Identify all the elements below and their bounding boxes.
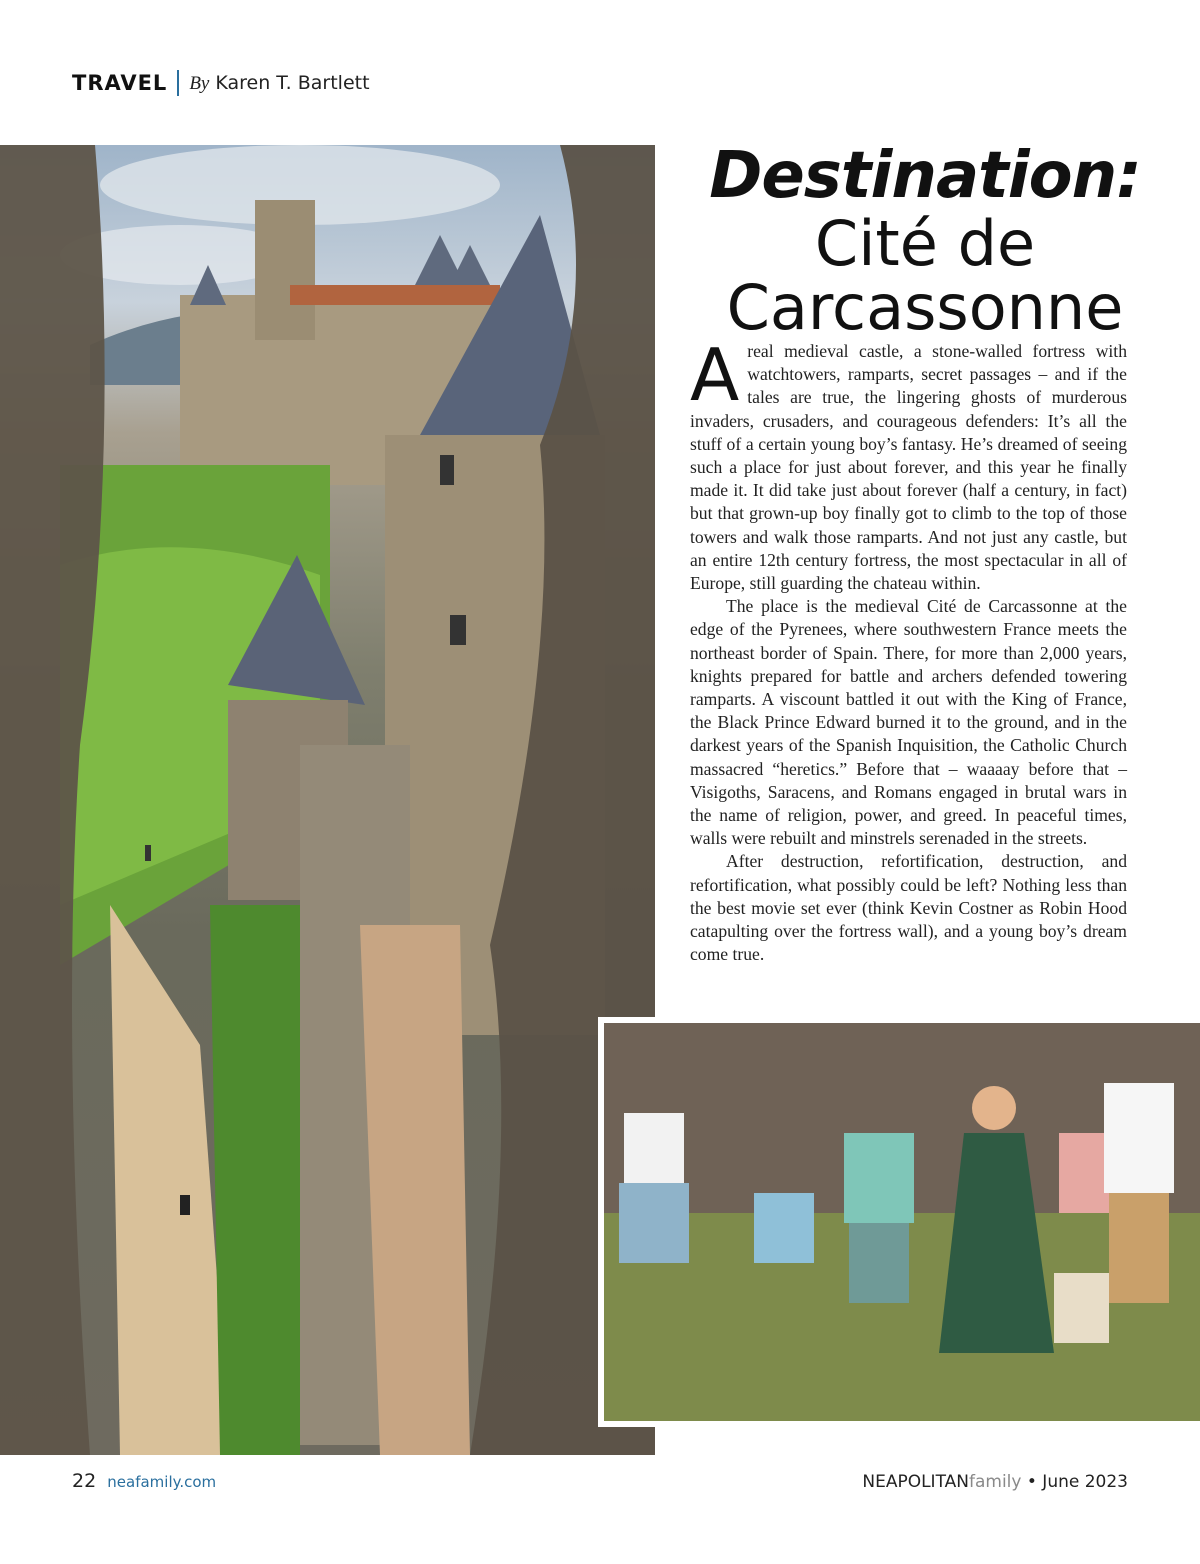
magazine-suffix: family bbox=[968, 1472, 1022, 1492]
header bbox=[72, 70, 370, 96]
family-tour-illustration bbox=[604, 1023, 1200, 1421]
site-url: neafamily.com bbox=[107, 1473, 217, 1491]
article-title bbox=[670, 139, 1180, 344]
issue-date: • June 2023 bbox=[1021, 1472, 1128, 1492]
paragraph-1-text: real medieval castle, a stone-walled fortress with watchtowers, ramparts, secret passages – and if the tales are true, the lingering ghosts of murderous invaders, crusaders, and courageous defenders: It’s all the stuff of a certain young boy’s fantasy. He’s dreamed of seeing such a place for just about forever, and this year he finally made it. It did take just about forever (half a century, in fact) but that grown-up boy finally got to climb to the top of those towers and walk those ramparts. And not just any castle, but an entire 12th century fortress, the most spectacular in all of Europe, still guarding the chateau within. bbox=[690, 341, 1127, 594]
family-tour-photo bbox=[598, 1017, 1200, 1427]
paragraph-1 bbox=[690, 333, 1127, 595]
author-name: Karen T. Bartlett bbox=[215, 71, 370, 94]
issue-info bbox=[862, 1472, 1128, 1492]
title-line-1: Destination: bbox=[709, 139, 1141, 213]
footer bbox=[72, 1470, 1128, 1492]
byline-by: By bbox=[189, 72, 210, 94]
paragraph-3: After destruction, refortification, destruction, and refortification, what possibly could be left? Nothing less than the best movie set ever (think Kevin Costner as Robin Hood catapulting over the fortress wall), and a young boy’s dream come true. bbox=[690, 851, 1127, 965]
magazine-name: NEAPOLITAN bbox=[862, 1472, 969, 1492]
paragraph-2: The place is the medieval Cité de Carcassonne at the edge of the Pyrenees, where southwestern France meets the northeast border of Spain. There, for more than 2,000 years, knights prepared for battle and archers defended towering ramparts. A viscount battled it out with the King of France, the Black Prince Edward burned it to the ground, and in the darkest years of the Spanish Inquisition, the Catholic Church massacred “heretics.” Before that – waaaay before that – Visigoths, Saracens, and Romans engaged in brutal wars in the name of religion, power, and greed. In peaceful times, walls were rebuilt and minstrels serenaded in the streets. bbox=[690, 596, 1127, 849]
section-label: TRAVEL bbox=[72, 71, 168, 95]
byline bbox=[189, 72, 369, 95]
castle-illustration bbox=[0, 145, 655, 1455]
header-divider bbox=[177, 70, 179, 96]
family-tour-photo-frame bbox=[604, 1023, 1200, 1421]
title-line-3: Carcassonne bbox=[726, 271, 1124, 344]
article-body bbox=[690, 333, 1127, 966]
castle-photo bbox=[0, 145, 655, 1455]
title-line-2: Cité de bbox=[814, 207, 1036, 280]
page-number: 22 bbox=[72, 1470, 97, 1492]
drop-cap: A bbox=[690, 333, 740, 417]
